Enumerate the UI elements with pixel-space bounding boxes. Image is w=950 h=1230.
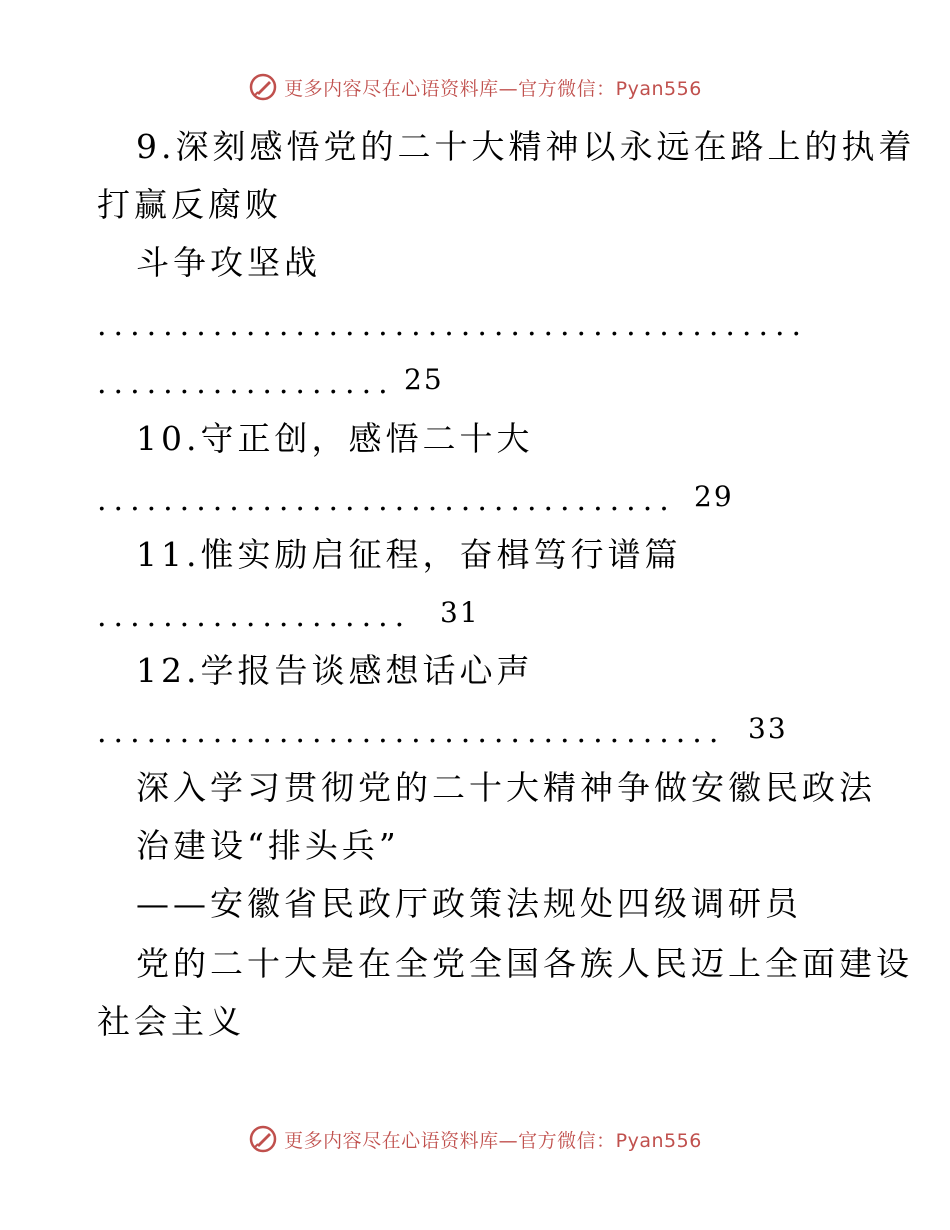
toc-item-12-leader-dots: ...................................... — [97, 715, 726, 750]
toc-item-11-page-number[interactable]: 31 — [440, 596, 480, 629]
quill-logo-icon — [248, 1124, 278, 1154]
toc-item-12-page-number[interactable]: 33 — [748, 712, 788, 745]
toc-item-11-title[interactable]: 11.惟实励启征程，奋楫笃行谱篇 — [136, 535, 682, 574]
watermark-text: 更多内容尽在心语资料库—官方微信：Pyan556 — [284, 1129, 702, 1152]
toc-item-10-leader-dots: ................................... — [97, 483, 676, 518]
toc-item-9-leader-dots-2: .................. — [97, 366, 395, 401]
toc-item-12-title[interactable]: 12.学报告谈感想话心声 — [136, 651, 534, 690]
toc-item-9-page-number[interactable]: 25 — [404, 363, 444, 396]
toc-item-9-leader-dots: ........................................... — [97, 308, 809, 343]
toc-item-10-page-number[interactable]: 29 — [694, 480, 734, 513]
toc-item-9-title-line3[interactable]: 斗争攻坚战 — [136, 243, 321, 282]
toc-item-11-leader-dots: ................... — [97, 599, 412, 634]
article-body-line2: 社会主义 — [97, 1002, 245, 1041]
article-title-line2: 治建设“排头兵” — [136, 826, 400, 865]
watermark-header — [0, 72, 950, 102]
toc-item-9-title-line1[interactable]: 9.深刻感悟党的二十大精神以永远在路上的执着 — [136, 127, 916, 166]
watermark-text: 更多内容尽在心语资料库—官方微信：Pyan556 — [284, 77, 702, 100]
article-body-line1: 党的二十大是在全党全国各族人民迈上全面建设 — [136, 944, 913, 983]
watermark-footer — [0, 1124, 950, 1154]
toc-item-9-title-line2[interactable]: 打赢反腐败 — [97, 185, 282, 224]
toc-item-10-title[interactable]: 10.守正创，感悟二十大 — [136, 419, 534, 458]
quill-logo-icon — [248, 72, 278, 102]
article-author: ——安徽省民政厅政策法规处四级调研员 — [136, 884, 802, 923]
article-title-line1: 深入学习贯彻党的二十大精神争做安徽民政法 — [136, 768, 876, 807]
